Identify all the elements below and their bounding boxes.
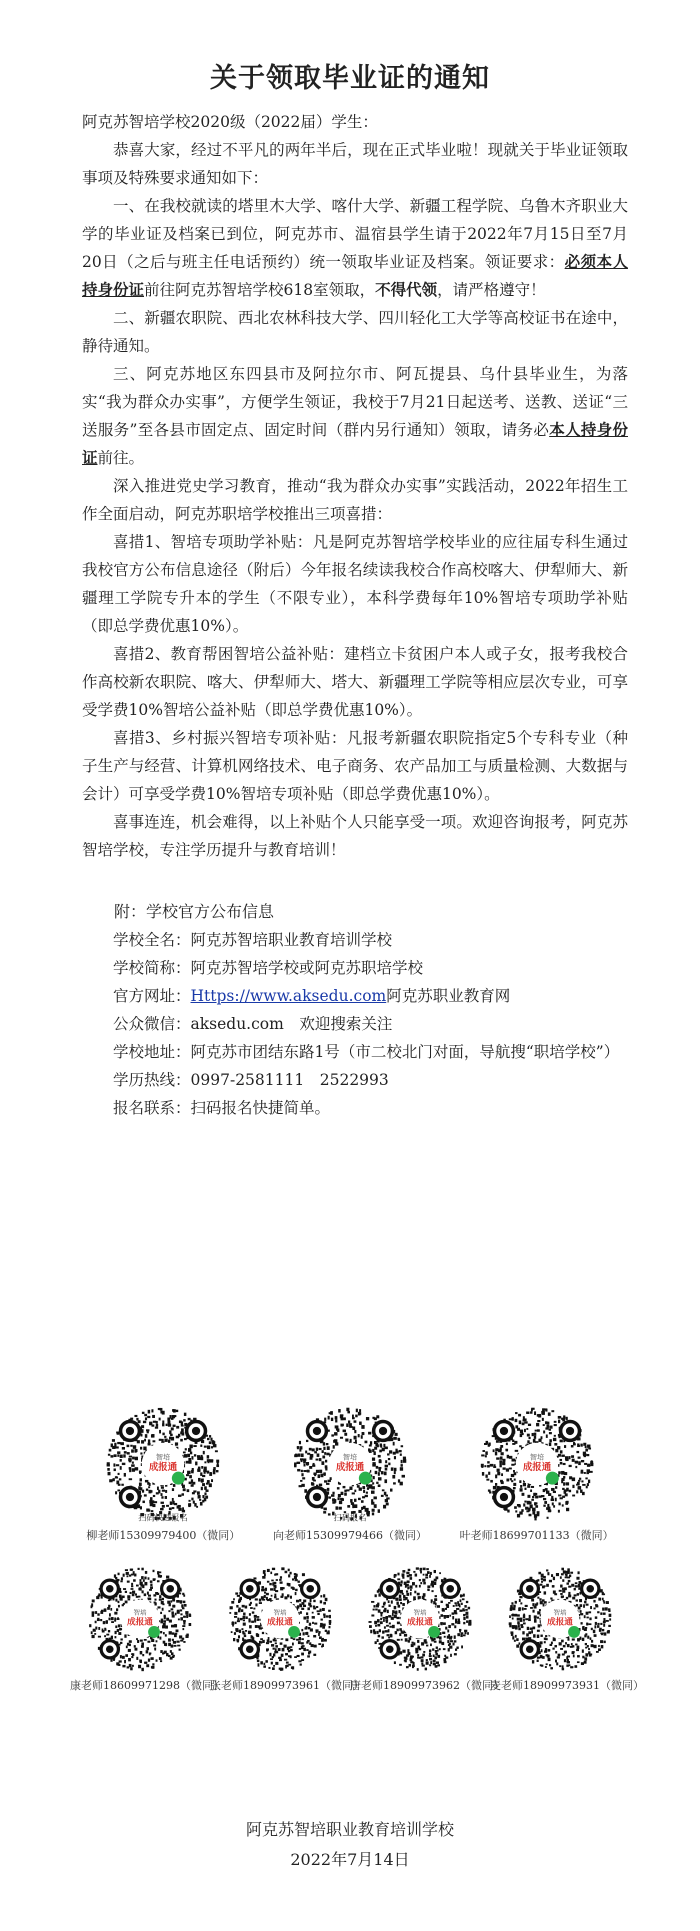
item-2-paragraph: 二、新疆农职院、西北农林科技大学、四川轻化工大学等高校证书在途中，静待通知。 bbox=[82, 309, 628, 355]
wechat-row: 公众微信：aksedu.com 欢迎搜索关注 bbox=[113, 1015, 393, 1033]
intro-paragraph: 恭喜大家，经过不平凡的两年半后，现在正式毕业啦！现就关于毕业证领取事项及特殊要求通知如下： bbox=[82, 141, 628, 187]
mini-program-icon bbox=[148, 1626, 160, 1638]
qr-logo-text-top: 智培 bbox=[156, 1452, 171, 1462]
qr-logo-text: 成报通 bbox=[547, 1617, 573, 1628]
website-row: 官方网址：Https://www.aksedu.com阿克苏职业教育网 bbox=[113, 987, 511, 1005]
qr-code-grid bbox=[70, 1405, 644, 1705]
mini-program-icon bbox=[428, 1626, 440, 1638]
signup-row: 报名联系：扫码报名快捷简单。 bbox=[113, 1099, 331, 1117]
qr-tag-text: 扫码快速报名 bbox=[138, 1512, 189, 1523]
id-card-requirement-2: 本人持身份证 bbox=[82, 420, 628, 467]
mini-program-icon bbox=[172, 1472, 185, 1485]
closing-paragraph: 喜事连连，机会难得，以上补贴个人只能享受一项。欢迎咨询报考，阿克苏智培学校，专注学历提升与教育培训！ bbox=[82, 813, 628, 859]
item-1-text: 一、在我校就读的塔里木大学、喀什大学、新疆工程学院、乌鲁木齐职业大学的毕业证及档案已到位，阿克苏市、温宿县学生请于2022年7月15日至7月20日（之后与班主任电话预约）统一领取毕业证及档案。领证要求： bbox=[82, 197, 628, 271]
mini-program-icon bbox=[546, 1472, 559, 1485]
qr-logo-text: 成报通 bbox=[127, 1617, 153, 1628]
qr-code-image bbox=[291, 1405, 409, 1523]
qr-row-1 bbox=[70, 1405, 630, 1555]
qr-logo-text-top: 智培 bbox=[342, 1452, 358, 1462]
greeting: 阿克苏智培学校2020级（2022届）学生： bbox=[82, 113, 378, 131]
measure-3-paragraph: 喜措3、乡村振兴智培专项补贴：凡报考新疆农职院指定5个专科专业（种子生产与经营、计算机网络技术、电子商务、农产品加工与质量检测、大数据与会计）可享受学费10%智培专项补贴（即总学费优惠10%）。 bbox=[82, 729, 628, 803]
website-link[interactable]: Https://www.aksedu.com bbox=[190, 987, 387, 1005]
qr-card[interactable] bbox=[257, 1405, 444, 1543]
qr-card[interactable] bbox=[70, 1405, 257, 1543]
qr-logo-text: 成报通 bbox=[267, 1617, 293, 1628]
qr-logo-text: 成报通 bbox=[335, 1461, 365, 1473]
measure-2-paragraph: 喜措2、教育帮困智培公益补贴：建档立卡贫困户本人或子女，报考我校合作高校新农职院、喀大、伊犁师大、塔大、新疆理工学院等相应层次专业，可享受学费10%智培公益补贴（即总学费优惠10%）。 bbox=[82, 645, 628, 719]
footer-date: 2022年7月14日 bbox=[290, 1850, 410, 1869]
item-3-paragraph bbox=[82, 360, 628, 472]
item-1-text-c: ，请严格遵守！ bbox=[437, 281, 546, 299]
item-1-text-b: 前往阿克苏智培学校618室领取， bbox=[144, 281, 376, 299]
mini-program-icon bbox=[359, 1472, 372, 1485]
qr-card[interactable] bbox=[443, 1405, 630, 1543]
qr-logo-text-top: 智培 bbox=[529, 1452, 544, 1462]
qr-code-image bbox=[104, 1405, 222, 1523]
qr-code-image bbox=[86, 1565, 194, 1673]
item-1-paragraph bbox=[82, 192, 628, 304]
footer-org: 阿克苏智培职业教育培训学校 bbox=[245, 1820, 454, 1839]
qr-tag-text: 扫码报名 bbox=[333, 1512, 367, 1523]
address-row: 学校地址：阿克苏市团结东路1号（市二校北门对面，导航搜“职培学校”） bbox=[113, 1043, 620, 1061]
no-proxy-warning: 不得代领 bbox=[375, 280, 438, 299]
mini-program-icon bbox=[288, 1626, 300, 1638]
item-3-text-b: 前往。 bbox=[97, 449, 145, 467]
qr-caption: 向老师15309979466（微同） bbox=[272, 1529, 427, 1542]
qr-caption: 张老师18909973961（微同） bbox=[210, 1679, 364, 1692]
page-title: 关于领取毕业证的通知 bbox=[210, 63, 490, 94]
qr-caption: 唐老师18909973962（微同） bbox=[350, 1679, 504, 1692]
school-name-row: 学校全名：阿克苏智培职业教育培训学校 bbox=[113, 931, 393, 949]
qr-logo-text: 成报通 bbox=[522, 1461, 551, 1473]
qr-logo-text-top: 智培 bbox=[553, 1608, 567, 1617]
qr-code-image bbox=[506, 1565, 614, 1673]
qr-card[interactable] bbox=[70, 1565, 224, 1693]
qr-caption: 康老师18609971298（微同） bbox=[70, 1679, 224, 1692]
promotion-intro: 深入推进党史学习教育，推动“我为群众办实事”实践活动，2022年招生工作全面启动，阿克苏职培学校推出三项喜措： bbox=[82, 477, 628, 523]
qr-row-2 bbox=[70, 1565, 644, 1705]
qr-caption: 柳老师15309979400（微同） bbox=[86, 1529, 241, 1542]
qr-logo-text-top: 智培 bbox=[413, 1608, 427, 1617]
item-3-text: 三、阿克苏地区东四县市及阿拉尔市、阿瓦提县、乌什县毕业生，为落实“我为群众办实事”，方便学生领证，我校于7月21日起送考、送教、送证“三送服务”至各县市固定点、固定时间（群内另行通知）领取，请务必 bbox=[82, 365, 628, 439]
qr-code-image bbox=[226, 1565, 334, 1673]
measure-1-paragraph: 喜措1、智培专项助学补贴：凡是阿克苏智培学校毕业的应往届专科生通过我校官方公布信息途径（附后）今年报名续读我校合作高校喀大、伊犁师大、新疆理工学院专升本的学生（不限专业），本科学费每年10%智培专项助学补贴（即总学费优惠10%）。 bbox=[82, 533, 628, 635]
qr-logo-text-top: 智培 bbox=[133, 1608, 147, 1617]
qr-logo-text: 成报通 bbox=[407, 1617, 433, 1628]
appendix-info bbox=[82, 898, 628, 1122]
notice-body bbox=[82, 108, 628, 1122]
id-card-requirement: 必须本人持身份证 bbox=[82, 252, 628, 299]
hotline-row: 学历热线：0997-2581111 2522993 bbox=[113, 1071, 389, 1089]
school-short-row: 学校简称：阿克苏智培学校或阿克苏职培学校 bbox=[113, 959, 424, 977]
qr-code-image bbox=[366, 1565, 474, 1673]
qr-card[interactable] bbox=[350, 1565, 504, 1693]
qr-logo-text: 成报通 bbox=[149, 1461, 178, 1473]
qr-logo-text-top: 智培 bbox=[273, 1608, 287, 1617]
qr-caption: 叶老师18699701133（微同） bbox=[459, 1529, 614, 1542]
appendix-title: 附：学校官方公布信息 bbox=[114, 902, 275, 921]
mini-program-icon bbox=[568, 1626, 580, 1638]
qr-card[interactable] bbox=[490, 1565, 644, 1693]
qr-code-image bbox=[478, 1405, 596, 1523]
footer bbox=[0, 1815, 700, 1875]
qr-caption: 麦老师18909973931（微同） bbox=[490, 1679, 644, 1692]
qr-card[interactable] bbox=[210, 1565, 364, 1693]
